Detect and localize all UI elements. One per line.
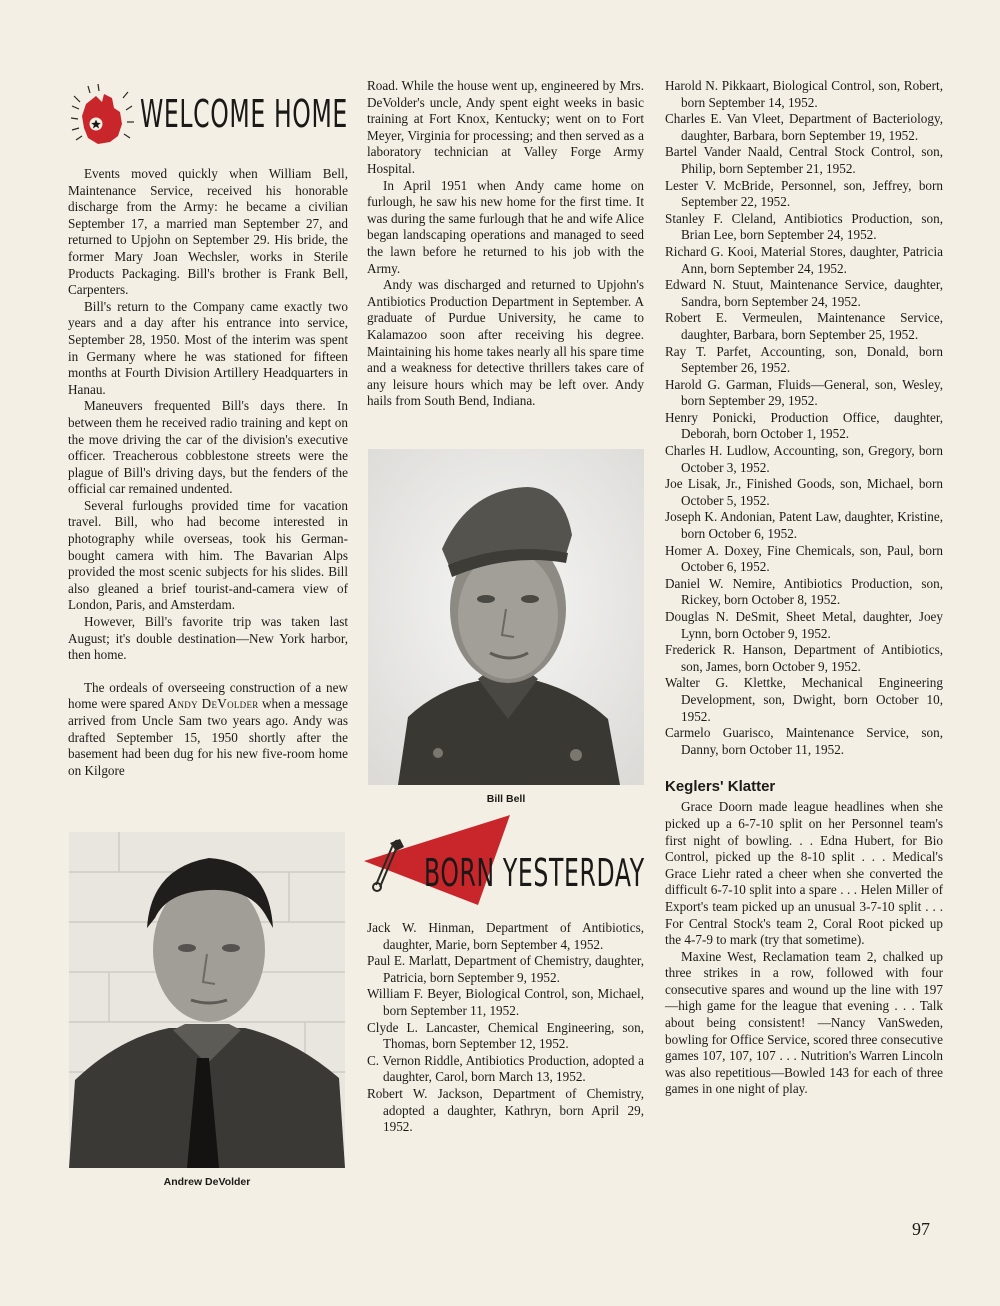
birth-entry: Robert W. Jackson, Department of Chemistry, adopted a daughter, Kathryn, born April 29, 1952. [367, 1085, 644, 1135]
andy-name: Andy DeVolder [167, 696, 259, 712]
birth-entry: Robert E. Vermeulen, Maintenance Service, daughter, Barbara, born September 25, 1952. [665, 310, 943, 342]
column-1 [68, 78, 348, 779]
article-paragraph: However, Bill's favorite trip was taken last August; it's double destination—New York harbor, then home. [68, 614, 348, 663]
birth-entry: Joe Lisak, Jr., Finished Goods, son, Michael, born October 5, 1952. [665, 476, 943, 508]
article-paragraph: Maxine West, Reclamation team 2, chalked up three strikes in a row, followed with four consecutive spares and wound up the line with 197—high game for the league that evening . . . Talk about being consistent! —Nancy VanSweden, bowling for Office Service, scored three consecutive games 107, 107, 107 . . . Nutrition's Warren Lincoln was also repetitious—Bowled 143 for each of three games in one night of play. [665, 948, 943, 1097]
article-paragraph: Grace Doorn made league headlines when she picked up a 6-7-10 split on her Personnel team's first night of bowling. . . Edna Hubert, for Bio Control, picked up the 8-10 split . . . Medical's Grace Liehr rated a cheer when she converted the difficult 6-7-10 split into a spare . . . Helen Miller of Export's team picked up an unusual 3-7-10 split . . . For Central Stock's team 2, Coral Root picked up the 4-7-9 to mark (try that sometime). [665, 799, 943, 948]
safety-pin-icon [366, 835, 406, 895]
born-yesterday-title: BORN YESTERDAY [424, 851, 645, 895]
soldier-portrait-image [368, 449, 644, 785]
birth-entry: Bartel Vander Naald, Central Stock Control, son, Philip, born September 21, 1952. [665, 144, 943, 176]
article-paragraph: Events moved quickly when William Bell, Maintenance Service, received his honorable discharge from the Army: he became a civilian September 17, a married man September 27, and returned to Upjohn on September 29. His bride, the former Mary Joan Wechsler, works in Sterile Products Packaging. Bill's brother is Frank Bell, Carpenters. [68, 166, 348, 298]
birth-entry: Harold N. Pikkaart, Biological Control, son, Robert, born September 14, 1952. [665, 78, 943, 110]
birth-entry: Charles H. Ludlow, Accounting, son, Gregory, born October 3, 1952. [665, 443, 943, 475]
birth-entry: Ray T. Parfet, Accounting, son, Donald, born September 26, 1952. [665, 343, 943, 376]
andy-intro-paragraph [68, 680, 348, 780]
column-2 [367, 78, 644, 410]
man-portrait-image [69, 832, 345, 1168]
birth-entry: Harold G. Garman, Fluids—General, son, Wesley, born September 29, 1952. [665, 376, 943, 409]
column-3 [665, 78, 943, 1098]
birth-entry: Daniel W. Nemire, Antibiotics Production, son, Rickey, born October 8, 1952. [665, 575, 943, 608]
welcome-article-col2 [367, 78, 644, 410]
birth-entry: William F. Beyer, Biological Control, son, Michael, born September 11, 1952. [367, 986, 644, 1018]
birth-entry: Charles E. Van Vleet, Department of Bacteriology, daughter, Barbara, born September 19, 1952. [665, 111, 943, 143]
birth-entry: Richard G. Kooi, Material Stores, daughter, Patricia Ann, born September 24, 1952. [665, 243, 943, 276]
article-paragraph: Bill's return to the Company came exactly two years and a day after his entrance into service, September 28, 1950. Most of the interim was spent in Germany where he was stationed for fifteen months at Fourth Division Artillery Headquarters in Hanau. [68, 298, 348, 397]
bill-bell-photo [368, 449, 644, 785]
keglers-klatter-title: Keglers' Klatter [665, 778, 776, 796]
andrew-devolder-caption: Andrew DeVolder [163, 1176, 251, 1188]
birth-entry: Carmelo Guarisco, Maintenance Service, son, Danny, born October 11, 1952. [665, 725, 943, 757]
birth-entry: Edward N. Stuut, Maintenance Service, daughter, Sandra, born September 24, 1952. [665, 277, 943, 309]
birth-entry: Homer A. Doxey, Fine Chemicals, son, Paul, born October 6, 1952. [665, 542, 943, 575]
birth-entry: Walter G. Klettke, Mechanical Engineering Development, son, Dwight, born October 10, 1952. [665, 675, 943, 724]
birth-entry: Joseph K. Andonian, Patent Law, daughter, Kristine, born October 6, 1952. [665, 509, 943, 542]
births-list-col2 [367, 920, 644, 1136]
andy-intro-before: The ordeals of overseeing construction of a new home were spared [68, 679, 348, 712]
article-paragraph: Maneuvers frequented Bill's days there. In between them he received radio training and kept on the move driving the car of the division's executive officer. Treacherous cobblestone streets were the plague of Bill's driving days, but the fenders of the official car remained undented. [68, 398, 348, 497]
welcome-home-title: WELCOME HOME [140, 92, 348, 136]
birth-entry: Stanley F. Cleland, Antibiotics Production, son, Brian Lee, born September 24, 1952. [665, 210, 943, 243]
birth-entry: Jack W. Hinman, Department of Antibiotics, daughter, Marie, born September 4, 1952. [367, 920, 644, 952]
bill-bell-caption: Bill Bell [486, 793, 526, 805]
welcome-article-col1 [68, 166, 348, 664]
page-number: 97 [912, 1219, 930, 1239]
michigan-map-icon [68, 82, 138, 152]
article-paragraph: Road. While the house went up, engineered by Mrs. DeVolder's uncle, Andy spent eight weeks in basic training at Fort Knox, Kentucky; went on to Fort Meyer, Virginia for processing; and then served as a laboratory technician at Valley Forge Army Hospital. [367, 78, 644, 176]
birth-entry: Paul E. Marlatt, Department of Chemistry, daughter, Patricia, born September 9, 1952. [367, 953, 644, 985]
born-yesterday-heading [360, 815, 650, 905]
keglers-article [665, 799, 943, 1098]
birth-entry: Douglas N. DeSmit, Sheet Metal, daughter, Joey Lynn, born October 9, 1952. [665, 609, 943, 641]
andrew-devolder-photo [69, 832, 345, 1168]
article-paragraph: Several furloughs provided time for vacation travel. Bill, who had become interested in photography while overseas, took his German-bought camera with him. The Bavarian Alps provided the most scenic subjects for his slides. Bill also gleaned a brief tourist-and-camera view of London, Paris, and Amsterdam. [68, 497, 348, 613]
birth-entry: Henry Ponicki, Production Office, daughter, Deborah, born October 1, 1952. [665, 409, 943, 442]
welcome-home-heading [68, 78, 348, 156]
birth-entry: C. Vernon Riddle, Antibiotics Production, adopted a daughter, Carol, born March 13, 1952. [367, 1052, 644, 1085]
birth-entry: Lester V. McBride, Personnel, son, Jeffrey, born September 22, 1952. [665, 177, 943, 210]
andy-intro-after: when a message arrived from Uncle Sam two years ago. Andy was drafted September 15, 1950 shortly after the basement had been dug for his new five-room home on Kilgore [68, 696, 348, 778]
article-paragraph: Andy was discharged and returned to Upjohn's Antibiotics Production Department in September. A graduate of Purdue University, he came to Kalamazoo soon after receiving his degree. Maintaining his home takes nearly all his spare time and a weakness for detective thrillers takes care of any leisure hours which may be left over. Andy hails from South Bend, Indiana. [367, 277, 644, 409]
birth-entry: Frederick R. Hanson, Department of Antibiotics, son, James, born October 9, 1952. [665, 642, 943, 674]
birth-entry: Clyde L. Lancaster, Chemical Engineering, son, Thomas, born September 12, 1952. [367, 1019, 644, 1052]
article-paragraph: In April 1951 when Andy came home on furlough, he saw his new home for the first time. It was during the same furlough that he and wife Alice began landscaping operations and managed to seed the lawn before he returned to his job with the Army. [367, 177, 644, 276]
births-list-col3 [665, 78, 943, 758]
